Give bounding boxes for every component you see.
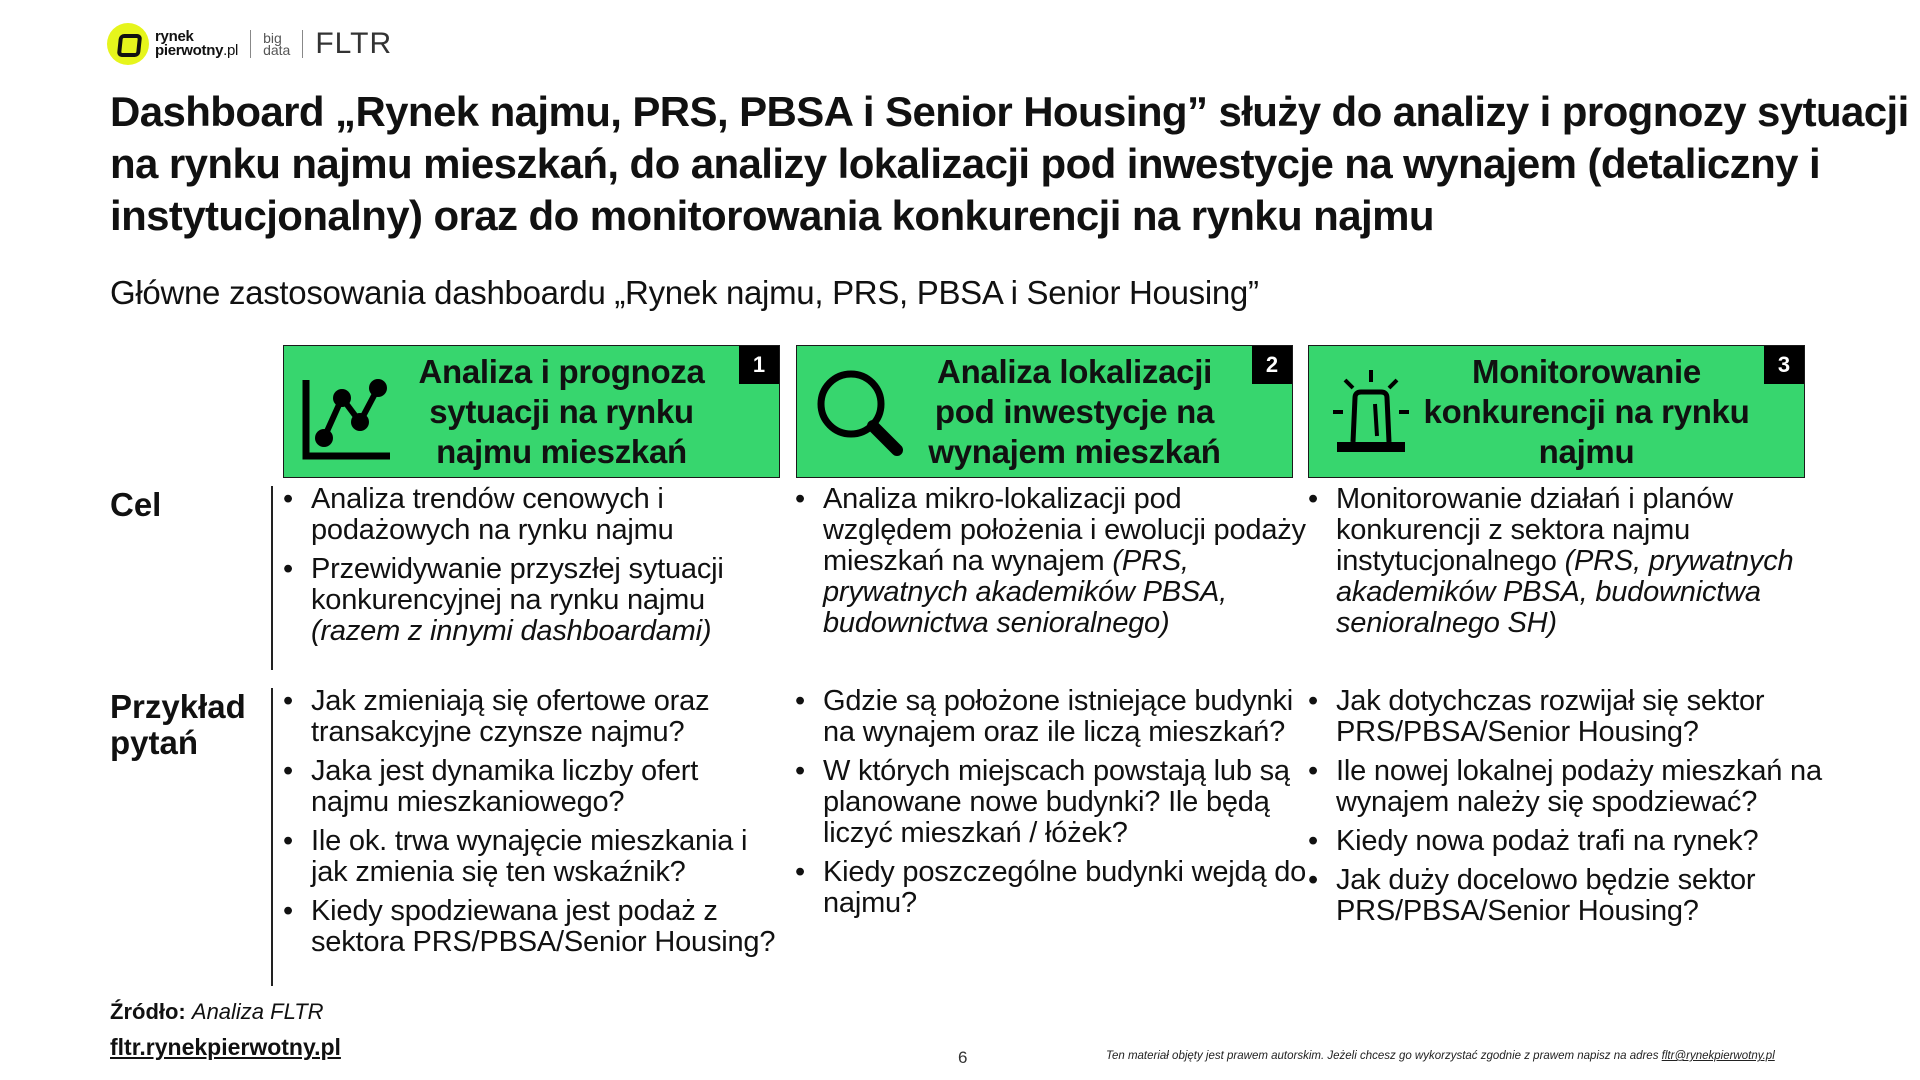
goal-text: Analiza trendów cenowych i podażowych na rynku najmu xyxy=(311,483,674,546)
card-label: Monitorowanie konkurencji na rynku najmu xyxy=(1423,353,1750,470)
goal-note: (PRS, prywatnych akademików PBSA, budownictwa senioralnego SH) xyxy=(1336,545,1794,639)
source-label: Źródło: xyxy=(110,999,186,1024)
rynekpierwotny-logo-icon xyxy=(107,23,149,65)
goal-note: (PRS, prywatnych akademików PBSA, budownictwa senioralnego) xyxy=(823,545,1227,639)
questions-column-2 xyxy=(793,686,1313,927)
bigdata-line2: data xyxy=(263,42,291,58)
row-label-questions-line2: pytań xyxy=(110,724,199,761)
question-item: • Jak dotychczas rozwijał się sektor PRS/PBSA/Senior Housing? xyxy=(1306,686,1826,748)
card-number: 2 xyxy=(1252,346,1292,384)
goals-column-3 xyxy=(1306,484,1826,647)
question-item: • Jaka jest dynamika liczby ofert najmu mieszkaniowego? xyxy=(281,756,781,818)
question-item: • Kiedy spodziewana jest podaż z sektora PRS/PBSA/Senior Housing? xyxy=(281,896,781,958)
goal-item xyxy=(793,484,1313,639)
questions-column-1 xyxy=(281,686,781,966)
fltr-wordmark: FLTR xyxy=(315,27,393,60)
question-item: • Kiedy nowa podaż trafi na rynek? xyxy=(1306,826,1826,857)
question-item: • Jak duży docelowo będzie sektor PRS/PBSA/Senior Housing? xyxy=(1306,865,1826,927)
card-label: Analiza i prognoza sytuacji na rynku najmu mieszkań xyxy=(418,353,705,470)
brand-logo xyxy=(107,22,392,66)
divider-line xyxy=(271,486,273,670)
rynekpierwotny-wordmark xyxy=(155,30,238,58)
card-number: 3 xyxy=(1764,346,1804,384)
goal-item xyxy=(281,554,781,647)
question-item: • Gdzie są położone istniejące budynki na wynajem oraz ile liczą mieszkań? xyxy=(793,686,1313,748)
question-item: • Ile nowej lokalnej podaży mieszkań na wynajem należy się spodziewać? xyxy=(1306,756,1826,818)
page-subtitle: Główne zastosowania dashboardu „Rynek najmu, PRS, PBSA i Senior Housing” xyxy=(110,274,1259,311)
goal-item xyxy=(281,484,781,546)
divider-line xyxy=(271,688,273,986)
goal-text: Monitorowanie działań i planów konkurencji z sektora najmu instytucjonalnego xyxy=(1336,483,1734,577)
question-item: • Kiedy poszczególne budynki wejdą do najmu? xyxy=(793,857,1313,919)
row-label-goal: Cel xyxy=(110,486,162,523)
logo-line2: pierwotny xyxy=(155,42,224,59)
logo-tld: .pl xyxy=(223,42,239,59)
question-item: • W których miejscach powstają lub są planowane nowe budynki? Ile będą liczyć mieszkań / łóżek? xyxy=(793,756,1313,849)
email-link[interactable]: fltr@rynekpierwotny.pl xyxy=(1661,1050,1775,1062)
logo-line1: rynek xyxy=(155,28,194,45)
question-item: • Jak zmieniają się ofertowe oraz transakcyjne czynsze najmu? xyxy=(281,686,781,748)
logo-divider xyxy=(250,30,251,58)
page-number: 6 xyxy=(958,1048,968,1067)
magnifier-icon xyxy=(811,360,907,464)
row-label-questions-line1: Przykład xyxy=(110,688,246,725)
source-note xyxy=(110,999,324,1025)
site-link[interactable]: fltr.rynekpierwotny.pl xyxy=(110,1034,341,1060)
goal-text: Analiza mikro-lokalizacji pod względem położenia i ewolucji podaży mieszkań na wynajem xyxy=(823,483,1306,577)
logo-divider xyxy=(302,30,303,58)
question-item: • Ile ok. trwa wynajęcie mieszkania i jak zmienia się ten wskaźnik? xyxy=(281,826,781,888)
goal-note: (razem z innymi dashboardami) xyxy=(311,615,712,647)
card-location-analysis xyxy=(796,345,1293,478)
copyright-note xyxy=(1106,1050,1775,1062)
page-title: Dashboard „Rynek najmu, PRS, PBSA i Senior Housing” służy do analizy i prognozy sytuacji na rynku najmu mieszkań, do analizy lokalizacji pod inwestycje na wynajem (detaliczny i instytucjonalny) oraz do monitorowania konkurencji na rynku najmu xyxy=(110,88,1909,239)
card-competition-monitoring xyxy=(1308,345,1805,478)
card-number: 1 xyxy=(739,346,779,384)
siren-icon xyxy=(1323,360,1419,464)
goal-item xyxy=(1306,484,1826,639)
card-label: Analiza lokalizacji pod inwestycje na wynajem mieszkań xyxy=(928,353,1221,470)
questions-column-3 xyxy=(1306,686,1826,935)
bigdata-line1: big xyxy=(263,30,282,46)
goal-text: Przewidywanie przyszłej sytuacji konkurencyjnej na rynku najmu xyxy=(311,553,724,616)
copyright-text: Ten materiał objęty jest prawem autorskim. Jeżeli chcesz go wykorzystać zgodnie z prawem napisz na adres xyxy=(1106,1050,1659,1062)
row-label-questions xyxy=(110,689,246,761)
goals-column-2 xyxy=(793,484,1313,647)
goals-column-1 xyxy=(281,484,781,655)
bigdata-wordmark xyxy=(263,32,290,56)
source-value: Analiza FLTR xyxy=(191,999,324,1024)
line-chart-icon xyxy=(298,360,394,464)
card-analysis-forecast xyxy=(283,345,780,478)
